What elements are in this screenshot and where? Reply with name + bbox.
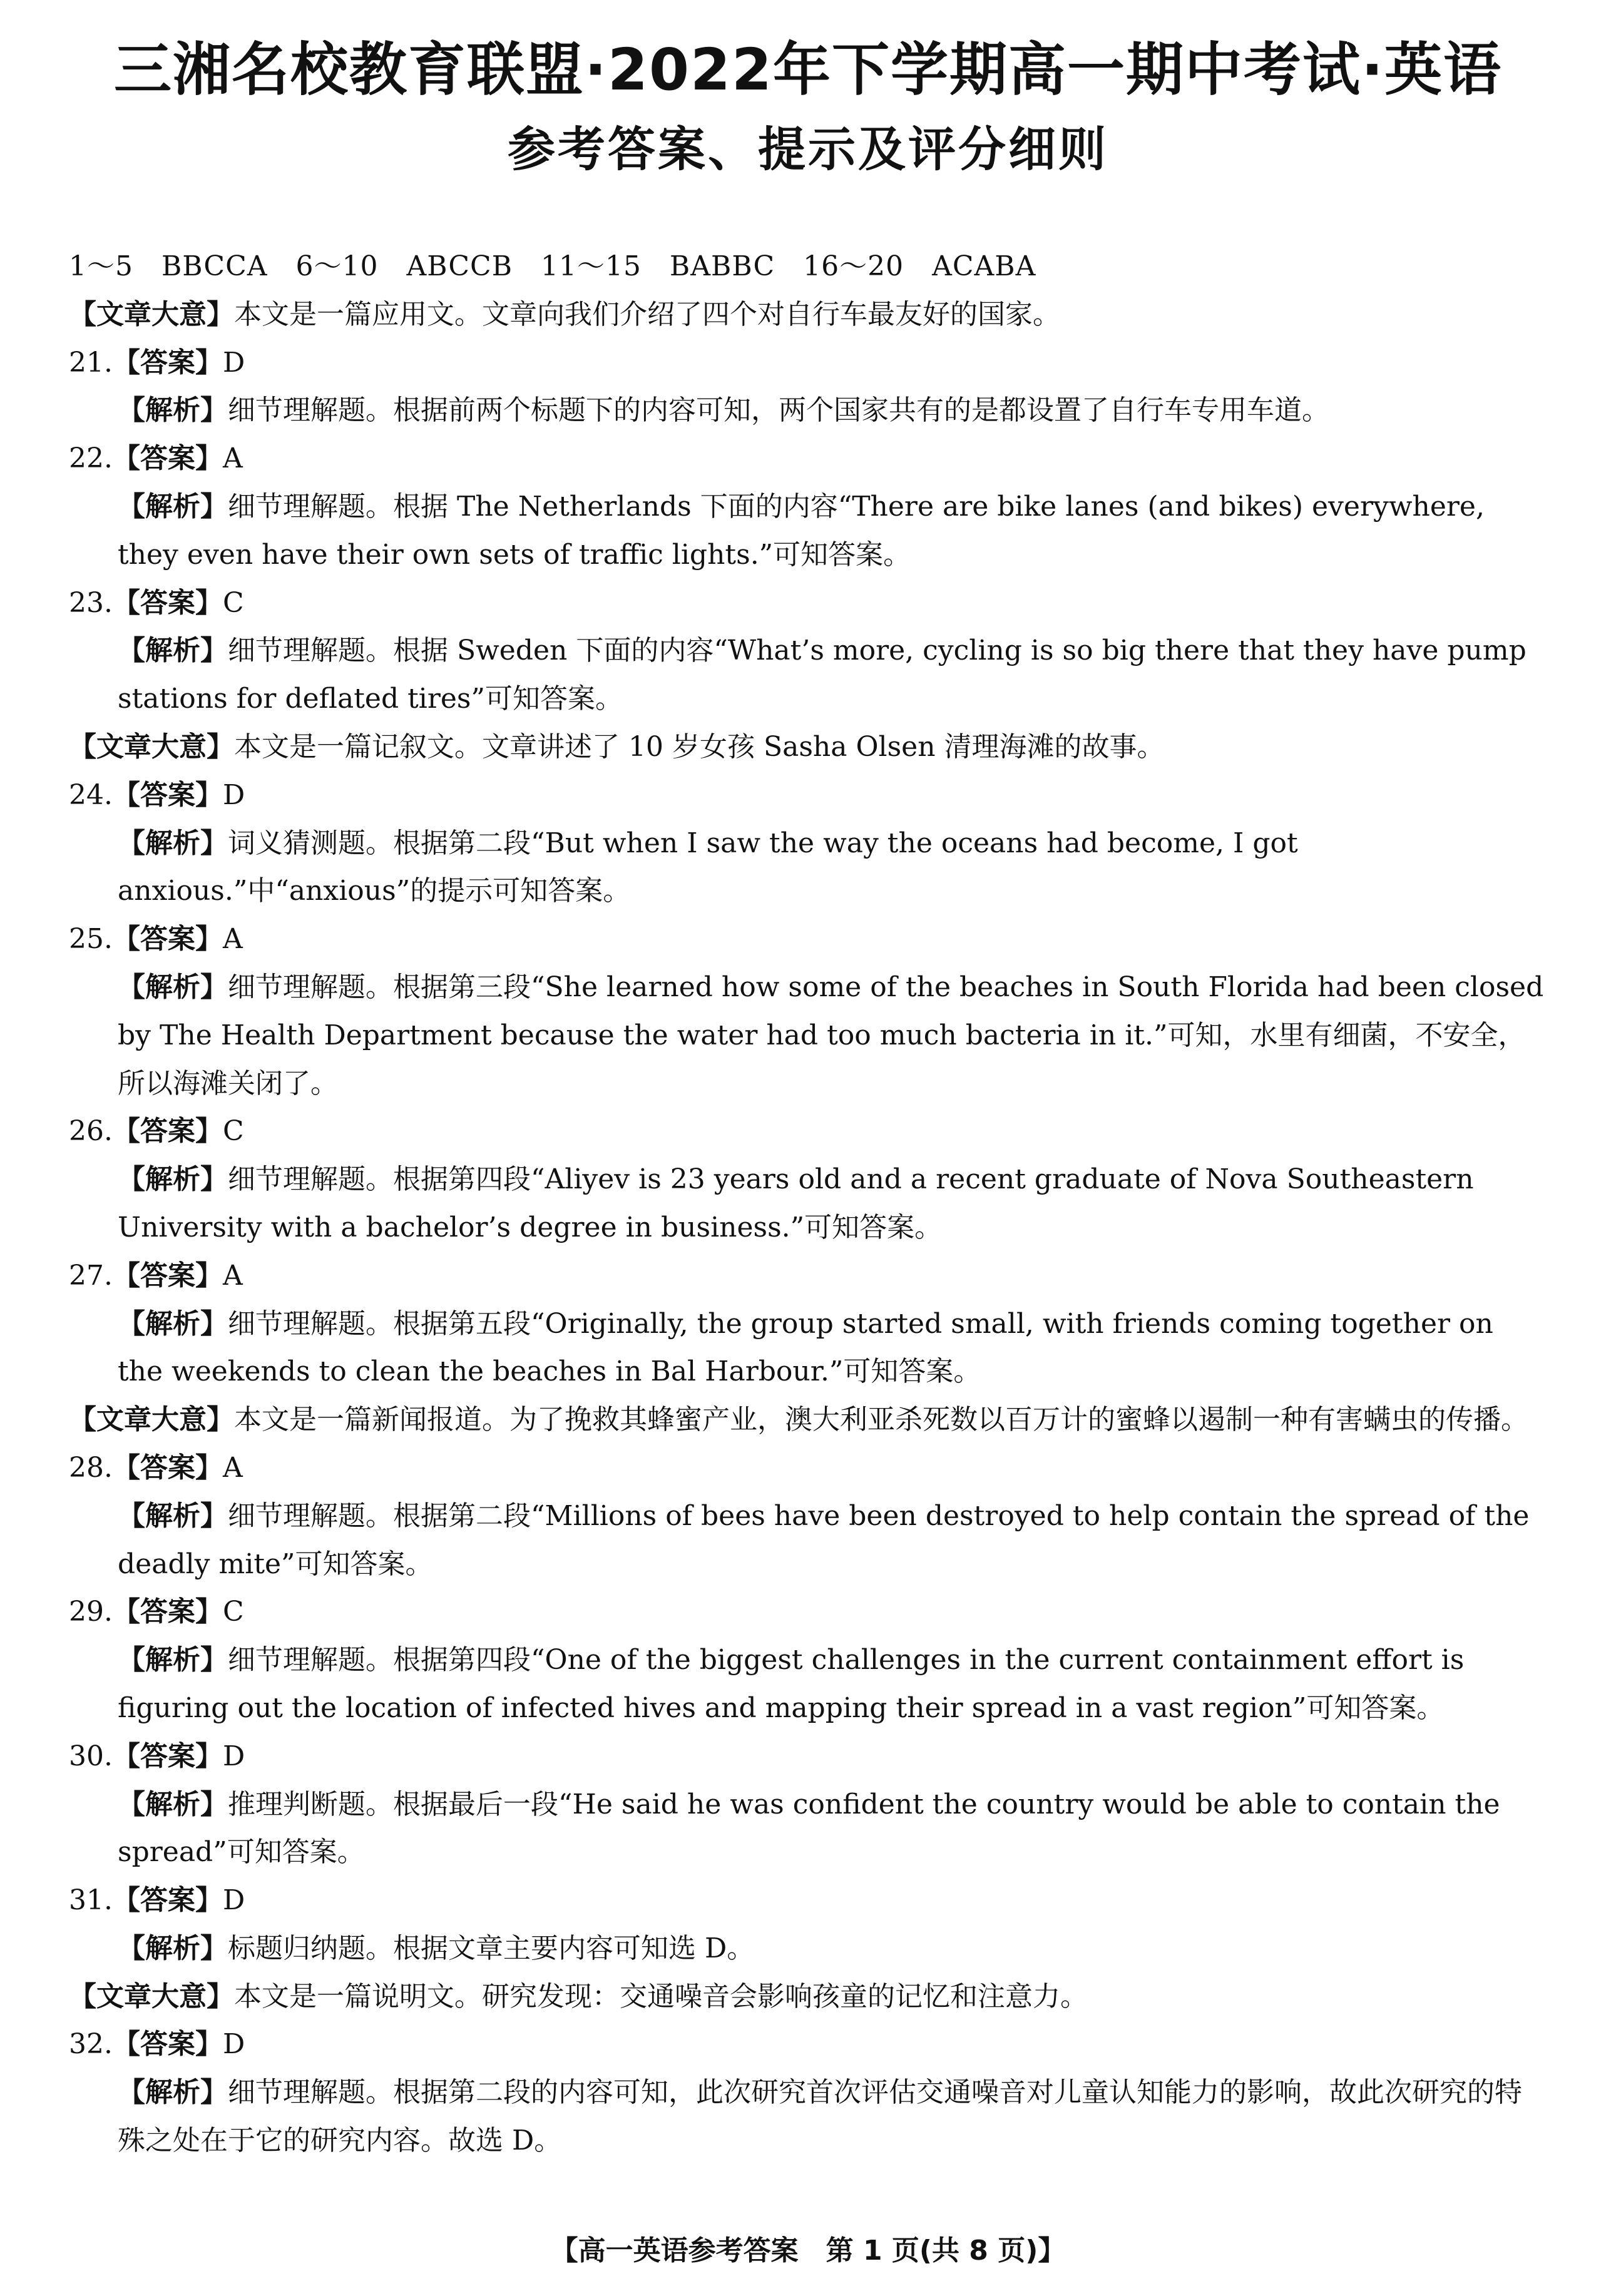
answer-label: 【答案】 — [112, 586, 223, 619]
answer-value: A — [222, 923, 243, 956]
analysis-label: 【解析】 — [118, 490, 228, 523]
question-answer — [69, 2021, 1546, 2069]
question-number: 21. — [69, 346, 113, 379]
analysis-text: 细节理解题。根据第三段“She learned how some of the beaches in South Florida had been closed by The Health Department because the water had too much bacteria in it.”可知，水里有细菌，不安全，所以海滩关闭了。 — [118, 971, 1544, 1100]
answer-value: A — [222, 1451, 243, 1484]
answer-label: 【答案】 — [112, 778, 223, 811]
summary-text: 本文是一篇新闻报道。为了挽救其蜂蜜产业，澳大利亚杀死数以百万计的蜜蜂以遏制一种有害螨虫的传播。 — [234, 1404, 1528, 1436]
question-number: 28. — [69, 1451, 113, 1484]
answer-value: D — [222, 2028, 245, 2061]
analysis-label: 【解析】 — [118, 1644, 228, 1676]
answer-label: 【答案】 — [112, 1596, 223, 1628]
question-number: 32. — [69, 2028, 113, 2061]
question-answer — [69, 435, 1546, 483]
question-answer — [69, 772, 1546, 820]
analysis-text: 细节理解题。根据前两个标题下的内容可知，两个国家共有的是都设置了自行车专用车道。 — [228, 394, 1329, 427]
analysis-label: 【解析】 — [118, 1932, 228, 1964]
analysis-text: 标题归纳题。根据文章主要内容可知选 D。 — [228, 1932, 755, 1964]
analysis-label: 【解析】 — [118, 1499, 228, 1532]
answer-label: 【答案】 — [112, 2028, 223, 2061]
question-number: 25. — [69, 923, 113, 956]
question-number: 26. — [69, 1115, 113, 1148]
question-analysis — [69, 2069, 1546, 2165]
answer-value: D — [222, 1884, 245, 1917]
question-answer — [69, 339, 1546, 387]
answer-value: D — [222, 778, 245, 811]
question-number: 27. — [69, 1259, 113, 1292]
analysis-text: 细节理解题。根据第二段的内容可知，此次研究首次评估交通噪音对儿童认知能力的影响，故此次研究的特殊之处在于它的研究内容。故选 D。 — [118, 2076, 1522, 2157]
question-analysis — [69, 627, 1546, 723]
analysis-text: 细节理解题。根据 The Netherlands 下面的内容“There are bike lanes (and bikes) everywhere, they even have their own sets of traffic lights.”可知答案。 — [118, 490, 1485, 571]
question-analysis — [69, 1492, 1546, 1589]
question-analysis — [69, 1300, 1546, 1397]
question-analysis — [69, 387, 1546, 435]
summary-label: 【文章大意】 — [69, 730, 234, 763]
answer-value: A — [222, 442, 243, 475]
answer-label: 【答案】 — [112, 346, 223, 379]
analysis-text: 细节理解题。根据第二段“Millions of bees have been destroyed to help contain the spread of the deadly mite”可知答案。 — [118, 1499, 1530, 1580]
summary-label: 【文章大意】 — [69, 298, 234, 330]
answer-value: D — [222, 1740, 245, 1772]
analysis-text: 细节理解题。根据第五段“Originally, the group started small, with friends coming together on the weekends to clean the beaches in Bal Harbour.”可知答案。 — [118, 1307, 1493, 1388]
question-analysis — [69, 820, 1546, 916]
analysis-text: 细节理解题。根据第四段“One of the biggest challenges in the current containment effort is figuring out the location of infected hives and mapping their spread in a vast region”可知答案。 — [118, 1644, 1465, 1724]
question-analysis — [69, 1156, 1546, 1252]
analysis-label: 【解析】 — [118, 1163, 228, 1196]
page-title: 三湘名校教育联盟·2022年下学期高一期中考试·英语 — [114, 36, 1502, 103]
answer-value: A — [222, 1259, 243, 1292]
passage-summary — [69, 291, 1546, 339]
passage-summary — [69, 1973, 1546, 2021]
answer-label: 【答案】 — [112, 1451, 223, 1484]
question-analysis — [69, 964, 1546, 1108]
question-number: 29. — [69, 1596, 113, 1628]
answer-label: 【答案】 — [112, 1740, 223, 1772]
analysis-label: 【解析】 — [118, 635, 228, 667]
analysis-text: 细节理解题。根据 Sweden 下面的内容“What’s more, cycling is so big there that they have pump stations for deflated tires”可知答案。 — [118, 635, 1527, 715]
answer-label: 【答案】 — [112, 923, 223, 956]
question-number: 22. — [69, 442, 113, 475]
answer-key-line: 1～5 BBCCA 6～10 ABCCB 11～15 BABBC 16～20 ACABA — [69, 250, 1036, 282]
analysis-text: 细节理解题。根据第四段“Aliyev is 23 years old and a recent graduate of Nova Southeastern University with a bachelor’s degree in business.”可知答案。 — [118, 1163, 1474, 1243]
answer-value: C — [222, 1596, 244, 1628]
question-analysis — [69, 1925, 1546, 1973]
passage-summary — [69, 1396, 1546, 1444]
question-answer — [69, 1444, 1546, 1492]
question-answer — [69, 1588, 1546, 1636]
analysis-label: 【解析】 — [118, 394, 228, 427]
analysis-text: 词义猜测题。根据第二段“But when I saw the way the oceans had become, I got anxious.”中“anxious”的提示可知答案。 — [118, 827, 1298, 907]
answer-value: C — [222, 586, 244, 619]
question-answer — [69, 1252, 1546, 1300]
question-number: 30. — [69, 1740, 113, 1772]
page-subtitle: 参考答案、提示及评分细则 — [508, 121, 1108, 177]
answer-value: D — [222, 346, 245, 379]
question-answer — [69, 1108, 1546, 1156]
page-footer: 【高一英语参考答案 第 1 页(共 8 页)】 — [550, 2235, 1066, 2267]
question-answer — [69, 916, 1546, 964]
analysis-label: 【解析】 — [118, 1788, 228, 1820]
question-answer — [69, 1877, 1546, 1925]
answer-label: 【答案】 — [112, 1259, 223, 1292]
analysis-label: 【解析】 — [118, 1307, 228, 1340]
question-number: 31. — [69, 1884, 113, 1917]
summary-text: 本文是一篇记叙文。文章讲述了 10 岁女孩 Sasha Olsen 清理海滩的故事。 — [234, 730, 1165, 763]
summary-label: 【文章大意】 — [69, 1980, 234, 2013]
analysis-label: 【解析】 — [118, 971, 228, 1003]
answer-label: 【答案】 — [112, 1115, 223, 1148]
question-number: 23. — [69, 586, 113, 619]
question-analysis — [69, 483, 1546, 579]
answer-label: 【答案】 — [112, 1884, 223, 1917]
answer-label: 【答案】 — [112, 442, 223, 475]
question-answer — [69, 579, 1546, 628]
analysis-label: 【解析】 — [118, 827, 228, 859]
analysis-text: 推理判断题。根据最后一段“He said he was confident the country would be able to contain the spread”可知答案。 — [118, 1788, 1500, 1869]
summary-label: 【文章大意】 — [69, 1404, 234, 1436]
answer-content — [69, 243, 1546, 2165]
passage-summary — [69, 723, 1546, 772]
question-number: 24. — [69, 778, 113, 811]
summary-text: 本文是一篇应用文。文章向我们介绍了四个对自行车最友好的国家。 — [234, 298, 1060, 330]
question-analysis — [69, 1781, 1546, 1877]
question-answer — [69, 1733, 1546, 1781]
summary-text: 本文是一篇说明文。研究发现：交通噪音会影响孩童的记忆和注意力。 — [234, 1980, 1088, 2013]
analysis-label: 【解析】 — [118, 2076, 228, 2109]
question-analysis — [69, 1636, 1546, 1733]
answer-value: C — [222, 1115, 244, 1148]
